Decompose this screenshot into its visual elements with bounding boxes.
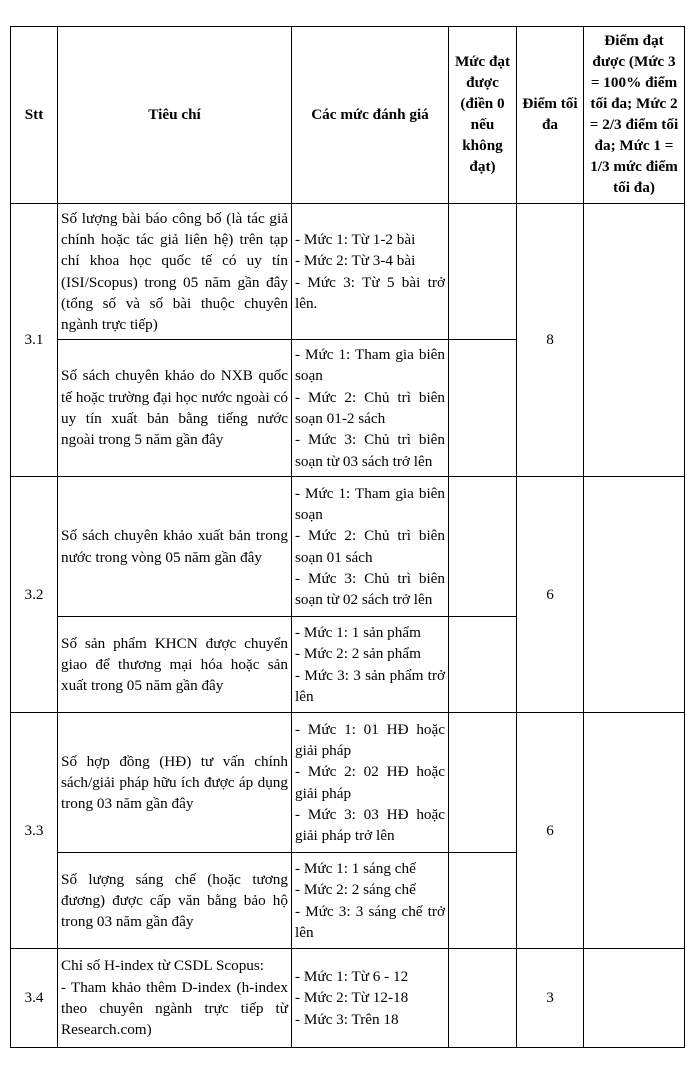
achieved-score-cell[interactable] [584, 204, 685, 477]
levels-cell [292, 713, 449, 853]
header-stt: Stt [11, 27, 58, 204]
header-criteria: Tiêu chí [58, 27, 292, 204]
stt-cell: 3.1 [11, 204, 58, 477]
criteria-cell: Số lượng bài báo công bố (là tác giả chính hoặc tác giả liên hệ) trên tạp chí khoa học quốc tế có uy tín (ISI/Scopus) trong 05 năm gần đây (tổng số và số bài thuộc chuyên ngành trực tiếp) [58, 204, 292, 340]
levels-cell [292, 617, 449, 713]
achieved-level-cell[interactable] [449, 949, 517, 1048]
header-achieved-level: Mức đạt được (điền 0 nếu không đạt) [449, 27, 517, 204]
level-item: - Mức 3: Trên 18 [295, 1010, 399, 1028]
level-item: - Mức 2: Từ 3-4 bài [295, 252, 416, 270]
achieved-score-cell[interactable] [584, 713, 685, 949]
criteria-table [10, 26, 685, 1048]
max-score-cell: 6 [517, 713, 584, 949]
header-achieved-score: Điểm đạt được (Mức 3 = 100% điểm tối đa; Mức 2 = 2/3 điểm tối đa; Mức 1 = 1/3 mức điểm tối đa) [584, 27, 685, 204]
max-score-cell: 8 [517, 204, 584, 477]
table-row [11, 477, 685, 617]
level-item: - Mức 2: Từ 12-18 [295, 989, 409, 1007]
stt-cell: 3.4 [11, 949, 58, 1048]
stt-cell: 3.3 [11, 713, 58, 949]
achieved-score-cell[interactable] [584, 949, 685, 1048]
level-item: - Mức 3: 03 HĐ hoặc giải pháp trở lên [295, 805, 445, 845]
max-score-cell: 3 [517, 949, 584, 1048]
level-item: - Mức 2: 2 sáng chế [295, 881, 416, 899]
level-item: - Mức 3: Chủ trì biên soạn từ 03 sách trở lên [295, 431, 445, 470]
level-item: - Mức 1: Từ 1-2 bài [295, 230, 416, 248]
criteria-cell [58, 949, 292, 1048]
table-row [11, 204, 685, 340]
header-levels: Các mức đánh giá [292, 27, 449, 204]
achieved-level-cell[interactable] [449, 477, 517, 617]
table-row [11, 949, 685, 1048]
achieved-score-cell[interactable] [584, 477, 685, 713]
level-item: - Mức 3: 3 sáng chế trở lên [295, 902, 445, 941]
levels-cell [292, 340, 449, 477]
criteria-cell: Số sách chuyên khảo xuất bản trong nước trong vòng 05 năm gần đây [58, 477, 292, 617]
table-row [11, 713, 685, 853]
level-item: - Mức 3: Từ 5 bài trở lên. [295, 273, 445, 312]
criteria-cell: Số hợp đồng (HĐ) tư vấn chính sách/giải pháp hữu ích được áp dụng trong 03 năm gần đây [58, 713, 292, 853]
levels-cell [292, 477, 449, 617]
level-item: - Mức 1: 1 sản phẩm [295, 623, 421, 641]
criteria-cell: Số lượng sáng chế (hoặc tương đương) được cấp văn bằng bảo hộ trong 03 năm gần đây [58, 853, 292, 949]
achieved-level-cell[interactable] [449, 617, 517, 713]
level-item: - Mức 1: 01 HĐ hoặc giải pháp [295, 720, 445, 759]
achieved-level-cell[interactable] [449, 340, 517, 477]
level-item: - Mức 3: 3 sản phẩm trở lên [295, 666, 445, 705]
level-item: - Mức 1: 1 sáng chế [295, 859, 416, 877]
criteria-cell: Số sản phẩm KHCN được chuyển giao để thương mại hóa hoặc sản xuất trong 05 năm gần đây [58, 617, 292, 713]
levels-cell [292, 204, 449, 340]
level-item: - Mức 3: Chủ trì biên soạn từ 02 sách trở lên [295, 569, 445, 609]
header-row [11, 27, 685, 204]
levels-cell [292, 949, 449, 1048]
levels-cell [292, 853, 449, 949]
stt-cell: 3.2 [11, 477, 58, 713]
criteria-text: Chỉ số H-index từ CSDL Scopus: [61, 957, 265, 975]
max-score-cell: 6 [517, 477, 584, 713]
level-item: - Mức 2: Chủ trì biên soạn 01-2 sách [295, 388, 445, 427]
header-max-score: Điểm tối đa [517, 27, 584, 204]
level-item: - Mức 2: Chủ trì biên soạn 01 sách [295, 527, 445, 566]
level-item: - Mức 2: 02 HĐ hoặc giải pháp [295, 763, 445, 802]
level-item: - Mức 1: Từ 6 - 12 [295, 968, 409, 986]
achieved-level-cell[interactable] [449, 204, 517, 340]
achieved-level-cell[interactable] [449, 713, 517, 853]
level-item: - Mức 2: 2 sản phẩm [295, 645, 421, 663]
criteria-cell: Số sách chuyên khảo do NXB quốc tế hoặc trường đại học nước ngoài có uy tín xuất bản bằng tiếng nước ngoài trong 5 năm gần đây [58, 340, 292, 477]
criteria-note: - Tham khảo thêm D-index (h-index theo chuyên ngành trực tiếp từ Research.com) [61, 978, 288, 1039]
level-item: - Mức 1: Tham gia biên soạn [295, 484, 445, 523]
achieved-level-cell[interactable] [449, 853, 517, 949]
level-item: - Mức 1: Tham gia biên soạn [295, 346, 445, 385]
